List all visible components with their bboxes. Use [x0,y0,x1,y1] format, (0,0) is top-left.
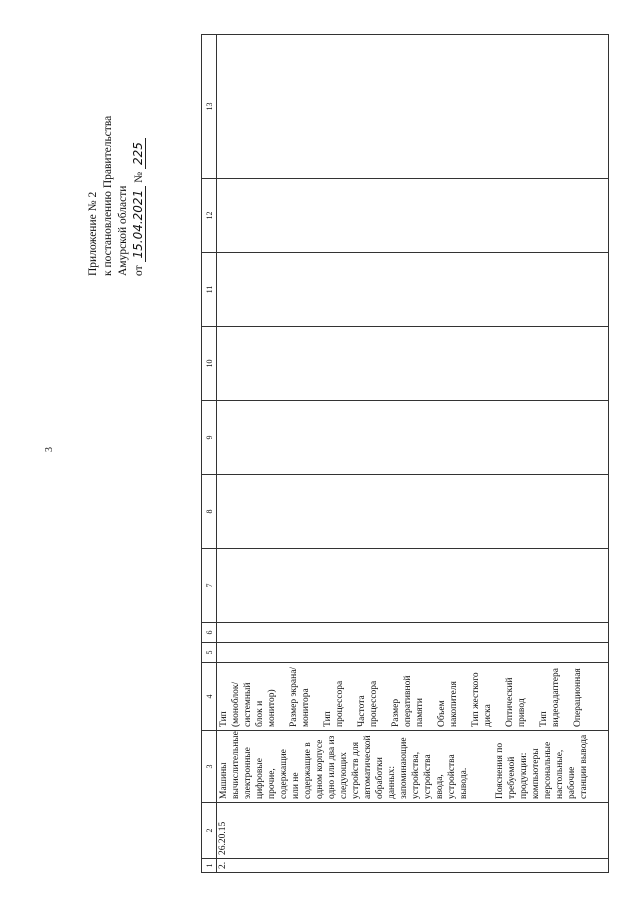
rotated-table-wrapper [201,35,609,873]
table-row [217,35,609,873]
characteristic-item: Объем накопителя [437,681,459,727]
number-prefix: № [133,171,145,183]
col-header-1: 1 [202,859,217,873]
product-note: Пояснения по требуемой продукции: компьютеры персональные настольные, рабочие станции вывода [495,734,589,799]
cell-product-name [217,731,609,803]
header-row [202,35,217,873]
col-header-12: 12 [202,179,217,253]
date-prefix: от [133,265,145,276]
cell-empty [217,401,609,475]
handwritten-number: 225 [131,138,146,169]
specification-table [201,34,609,873]
col-header-9: 9 [202,401,217,475]
col-header-7: 7 [202,549,217,623]
col-header-11: 11 [202,253,217,327]
col-header-3: 3 [202,731,217,803]
characteristic-item: Частота процессора [357,680,379,727]
col-header-6: 6 [202,623,217,643]
appendix-header [86,46,147,276]
cell-empty [217,179,609,253]
characteristic-item: Размер оперативной памяти [391,675,425,727]
characteristic-item: Тип видеоадаптера [539,668,561,727]
handwritten-date: 15.04.2021 [131,186,146,263]
cell-empty [217,327,609,401]
col-header-8: 8 [202,475,217,549]
cell-empty [217,475,609,549]
col-header-13: 13 [202,35,217,179]
appendix-region: Амурской области [117,185,129,276]
characteristic-item: Размер экрана/монитора [289,666,311,727]
characteristic-item: Тип (моноблок/системный блок и монитор) [219,681,277,727]
col-header-4: 4 [202,663,217,731]
characteristic-item: Операционная [573,668,583,727]
appendix-title: Приложение № 2 [87,191,99,276]
col-header-10: 10 [202,327,217,401]
page-number: 3 [44,447,55,452]
cell-okpd-code: 26.20.15 [217,803,609,859]
cell-empty [217,549,609,623]
characteristic-item: Тип процессора [323,680,345,727]
col-header-2: 2 [202,803,217,859]
characteristic-item: Тип жесткого диска [471,672,493,727]
appendix-date-line [131,46,147,276]
characteristic-item: Оптический привод [505,677,527,727]
cell-row-number: 2. [217,859,609,873]
cell-empty [217,623,609,643]
cell-empty [217,253,609,327]
cell-characteristics [217,663,609,731]
col-header-5: 5 [202,643,217,663]
cell-empty [217,643,609,663]
product-description: Машины вычислительные электронные цифровые прочие, содержащие или не содержащие в одном корпусе одно или два из следующих устройств для автоматической обработки данных: запоминающие устройства, устройства ввода, устройства вывода. [219,731,469,799]
appendix-resolution: к постановлению Правительства [102,115,114,276]
cell-empty [217,35,609,179]
